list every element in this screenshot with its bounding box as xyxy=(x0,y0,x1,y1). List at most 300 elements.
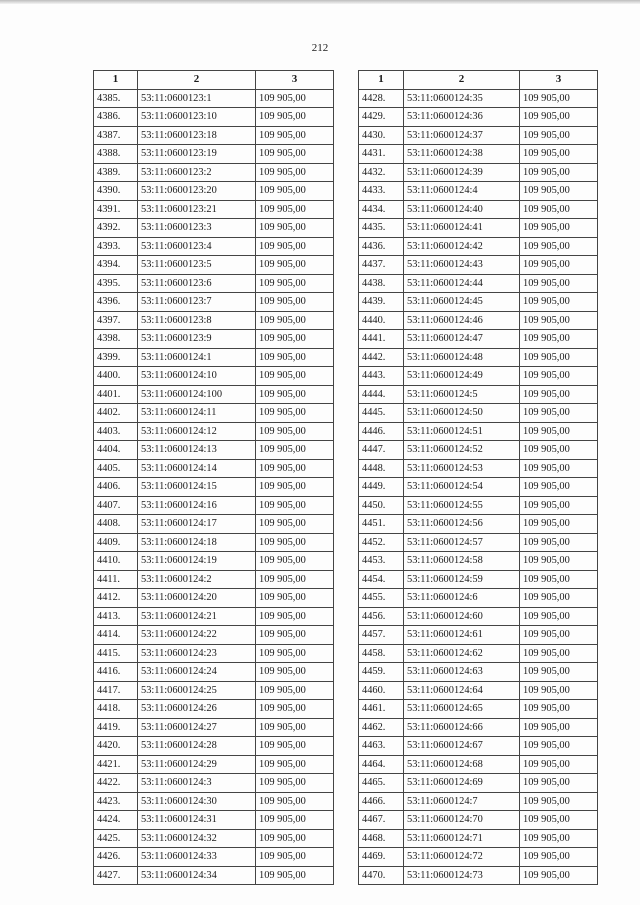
left-table xyxy=(93,70,334,885)
table-row xyxy=(359,866,598,885)
row-number: 4394. xyxy=(94,256,138,275)
cadastral-number: 53:11:0600124:49 xyxy=(404,367,520,386)
cost-value: 109 905,00 xyxy=(256,829,334,848)
cadastral-number: 53:11:0600124:2 xyxy=(138,570,256,589)
cost-value: 109 905,00 xyxy=(520,848,598,867)
cadastral-number: 53:11:0600124:31 xyxy=(138,811,256,830)
table-row xyxy=(359,219,598,238)
row-number: 4421. xyxy=(94,755,138,774)
table-row xyxy=(94,182,334,201)
table-row xyxy=(359,755,598,774)
row-number: 4408. xyxy=(94,515,138,534)
row-number: 4404. xyxy=(94,441,138,460)
cost-value: 109 905,00 xyxy=(256,256,334,275)
row-number: 4439. xyxy=(359,293,404,312)
row-number: 4401. xyxy=(94,385,138,404)
right-table xyxy=(358,70,598,885)
table-row xyxy=(359,552,598,571)
row-number: 4459. xyxy=(359,663,404,682)
row-number: 4427. xyxy=(94,866,138,885)
cadastral-number: 53:11:0600124:43 xyxy=(404,256,520,275)
table-row xyxy=(359,200,598,219)
cadastral-number: 53:11:0600124:16 xyxy=(138,496,256,515)
row-number: 4388. xyxy=(94,145,138,164)
cost-value: 109 905,00 xyxy=(256,108,334,127)
cadastral-number: 53:11:0600124:48 xyxy=(404,348,520,367)
cost-value: 109 905,00 xyxy=(256,126,334,145)
table-row xyxy=(94,552,334,571)
header-row xyxy=(359,71,598,90)
cadastral-number: 53:11:0600124:26 xyxy=(138,700,256,719)
cost-value: 109 905,00 xyxy=(520,866,598,885)
cadastral-number: 53:11:0600124:56 xyxy=(404,515,520,534)
cost-value: 109 905,00 xyxy=(520,774,598,793)
row-number: 4417. xyxy=(94,681,138,700)
table-row xyxy=(94,681,334,700)
table-row xyxy=(359,108,598,127)
row-number: 4428. xyxy=(359,89,404,108)
row-number: 4398. xyxy=(94,330,138,349)
cadastral-number: 53:11:0600124:18 xyxy=(138,533,256,552)
row-number: 4386. xyxy=(94,108,138,127)
cadastral-number: 53:11:0600124:71 xyxy=(404,829,520,848)
cost-value: 109 905,00 xyxy=(256,145,334,164)
row-number: 4463. xyxy=(359,737,404,756)
table-row xyxy=(94,348,334,367)
table-row xyxy=(359,792,598,811)
row-number: 4414. xyxy=(94,626,138,645)
row-number: 4452. xyxy=(359,533,404,552)
table-row xyxy=(94,737,334,756)
table-row xyxy=(94,533,334,552)
row-number: 4433. xyxy=(359,182,404,201)
cadastral-number: 53:11:0600124:6 xyxy=(404,589,520,608)
row-number: 4407. xyxy=(94,496,138,515)
cadastral-number: 53:11:0600124:3 xyxy=(138,774,256,793)
table-row xyxy=(359,163,598,182)
cost-value: 109 905,00 xyxy=(256,89,334,108)
cadastral-number: 53:11:0600124:32 xyxy=(138,829,256,848)
table-row xyxy=(94,459,334,478)
header-row xyxy=(94,71,334,90)
cadastral-number: 53:11:0600124:25 xyxy=(138,681,256,700)
cadastral-number: 53:11:0600124:37 xyxy=(404,126,520,145)
cadastral-number: 53:11:0600124:11 xyxy=(138,404,256,423)
row-number: 4412. xyxy=(94,589,138,608)
table-row xyxy=(359,182,598,201)
table-row xyxy=(94,755,334,774)
row-number: 4430. xyxy=(359,126,404,145)
cost-value: 109 905,00 xyxy=(520,681,598,700)
cadastral-number: 53:11:0600124:41 xyxy=(404,219,520,238)
row-number: 4390. xyxy=(94,182,138,201)
table-row xyxy=(94,607,334,626)
cost-value: 109 905,00 xyxy=(256,385,334,404)
cadastral-number: 53:11:0600124:23 xyxy=(138,644,256,663)
cadastral-number: 53:11:0600124:20 xyxy=(138,589,256,608)
cadastral-number: 53:11:0600124:54 xyxy=(404,478,520,497)
cost-value: 109 905,00 xyxy=(256,866,334,885)
table-row xyxy=(94,219,334,238)
row-number: 4411. xyxy=(94,570,138,589)
row-number: 4455. xyxy=(359,589,404,608)
table-row xyxy=(359,848,598,867)
table-row xyxy=(94,700,334,719)
row-number: 4423. xyxy=(94,792,138,811)
cost-value: 109 905,00 xyxy=(520,293,598,312)
cost-value: 109 905,00 xyxy=(256,737,334,756)
table-row xyxy=(94,774,334,793)
cost-value: 109 905,00 xyxy=(256,200,334,219)
cadastral-number: 53:11:0600124:27 xyxy=(138,718,256,737)
row-number: 4453. xyxy=(359,552,404,571)
table-row xyxy=(359,644,598,663)
cost-value: 109 905,00 xyxy=(520,515,598,534)
table-row xyxy=(359,533,598,552)
cost-value: 109 905,00 xyxy=(520,237,598,256)
table-row xyxy=(94,866,334,885)
row-number: 4391. xyxy=(94,200,138,219)
cadastral-number: 53:11:0600124:15 xyxy=(138,478,256,497)
cost-value: 109 905,00 xyxy=(256,330,334,349)
table-row xyxy=(94,367,334,386)
cadastral-number: 53:11:0600124:12 xyxy=(138,422,256,441)
table-row xyxy=(359,441,598,460)
row-number: 4395. xyxy=(94,274,138,293)
cost-value: 109 905,00 xyxy=(520,533,598,552)
row-number: 4429. xyxy=(359,108,404,127)
cadastral-number: 53:11:0600124:1 xyxy=(138,348,256,367)
cost-value: 109 905,00 xyxy=(520,478,598,497)
cost-value: 109 905,00 xyxy=(256,607,334,626)
row-number: 4451. xyxy=(359,515,404,534)
cadastral-number: 53:11:0600123:18 xyxy=(138,126,256,145)
cost-value: 109 905,00 xyxy=(520,718,598,737)
row-number: 4434. xyxy=(359,200,404,219)
cadastral-number: 53:11:0600124:50 xyxy=(404,404,520,423)
table-row xyxy=(94,163,334,182)
cadastral-number: 53:11:0600124:19 xyxy=(138,552,256,571)
cadastral-number: 53:11:0600124:58 xyxy=(404,552,520,571)
cadastral-number: 53:11:0600124:70 xyxy=(404,811,520,830)
cadastral-number: 53:11:0600123:5 xyxy=(138,256,256,275)
table-row xyxy=(94,311,334,330)
cost-value: 109 905,00 xyxy=(520,108,598,127)
cost-value: 109 905,00 xyxy=(256,459,334,478)
cadastral-number: 53:11:0600124:51 xyxy=(404,422,520,441)
row-number: 4432. xyxy=(359,163,404,182)
row-number: 4449. xyxy=(359,478,404,497)
row-number: 4418. xyxy=(94,700,138,719)
cadastral-number: 53:11:0600124:59 xyxy=(404,570,520,589)
table-row xyxy=(359,774,598,793)
table-row xyxy=(94,200,334,219)
cost-value: 109 905,00 xyxy=(256,478,334,497)
cost-value: 109 905,00 xyxy=(256,348,334,367)
cadastral-number: 53:11:0600124:7 xyxy=(404,792,520,811)
cadastral-number: 53:11:0600124:47 xyxy=(404,330,520,349)
table-row xyxy=(94,293,334,312)
cost-value: 109 905,00 xyxy=(256,163,334,182)
cadastral-number: 53:11:0600124:68 xyxy=(404,755,520,774)
table-row xyxy=(94,89,334,108)
cost-value: 109 905,00 xyxy=(520,663,598,682)
cadastral-number: 53:11:0600123:19 xyxy=(138,145,256,164)
row-number: 4458. xyxy=(359,644,404,663)
cost-value: 109 905,00 xyxy=(520,496,598,515)
cost-value: 109 905,00 xyxy=(256,848,334,867)
cost-value: 109 905,00 xyxy=(256,404,334,423)
row-number: 4438. xyxy=(359,274,404,293)
cost-value: 109 905,00 xyxy=(256,293,334,312)
cost-value: 109 905,00 xyxy=(256,774,334,793)
row-number: 4448. xyxy=(359,459,404,478)
row-number: 4419. xyxy=(94,718,138,737)
right-table-header xyxy=(359,71,598,90)
cadastral-number: 53:11:0600124:65 xyxy=(404,700,520,719)
cadastral-number: 53:11:0600123:20 xyxy=(138,182,256,201)
cost-value: 109 905,00 xyxy=(256,570,334,589)
cost-value: 109 905,00 xyxy=(520,330,598,349)
right-table-body xyxy=(359,89,598,885)
table-row xyxy=(359,478,598,497)
row-number: 4470. xyxy=(359,866,404,885)
cost-value: 109 905,00 xyxy=(520,126,598,145)
cadastral-number: 53:11:0600123:2 xyxy=(138,163,256,182)
cadastral-number: 53:11:0600124:45 xyxy=(404,293,520,312)
header-col-1: 1 xyxy=(94,71,138,90)
cost-value: 109 905,00 xyxy=(520,367,598,386)
row-number: 4468. xyxy=(359,829,404,848)
row-number: 4431. xyxy=(359,145,404,164)
cadastral-number: 53:11:0600124:52 xyxy=(404,441,520,460)
cadastral-number: 53:11:0600124:10 xyxy=(138,367,256,386)
cadastral-number: 53:11:0600123:4 xyxy=(138,237,256,256)
page-number: 212 xyxy=(311,42,329,54)
cadastral-number: 53:11:0600124:42 xyxy=(404,237,520,256)
row-number: 4413. xyxy=(94,607,138,626)
cadastral-number: 53:11:0600124:72 xyxy=(404,848,520,867)
table-row xyxy=(359,126,598,145)
cost-value: 109 905,00 xyxy=(256,792,334,811)
cost-value: 109 905,00 xyxy=(520,589,598,608)
table-row xyxy=(94,404,334,423)
row-number: 4440. xyxy=(359,311,404,330)
row-number: 4393. xyxy=(94,237,138,256)
cadastral-number: 53:11:0600124:34 xyxy=(138,866,256,885)
cost-value: 109 905,00 xyxy=(520,404,598,423)
table-row xyxy=(94,829,334,848)
table-row xyxy=(359,700,598,719)
row-number: 4446. xyxy=(359,422,404,441)
row-number: 4461. xyxy=(359,700,404,719)
table-row xyxy=(359,422,598,441)
cost-value: 109 905,00 xyxy=(256,644,334,663)
cadastral-number: 53:11:0600123:1 xyxy=(138,89,256,108)
cost-value: 109 905,00 xyxy=(520,644,598,663)
cost-value: 109 905,00 xyxy=(256,700,334,719)
table-row xyxy=(94,126,334,145)
cadastral-number: 53:11:0600124:14 xyxy=(138,459,256,478)
row-number: 4454. xyxy=(359,570,404,589)
cost-value: 109 905,00 xyxy=(520,163,598,182)
row-number: 4397. xyxy=(94,311,138,330)
cadastral-number: 53:11:0600124:39 xyxy=(404,163,520,182)
table-row xyxy=(359,311,598,330)
cadastral-number: 53:11:0600124:60 xyxy=(404,607,520,626)
cost-value: 109 905,00 xyxy=(256,422,334,441)
row-number: 4396. xyxy=(94,293,138,312)
table-row xyxy=(94,496,334,515)
cadastral-number: 53:11:0600124:4 xyxy=(404,182,520,201)
cost-value: 109 905,00 xyxy=(256,182,334,201)
table-row xyxy=(359,589,598,608)
cost-value: 109 905,00 xyxy=(520,829,598,848)
cadastral-number: 53:11:0600124:36 xyxy=(404,108,520,127)
row-number: 4409. xyxy=(94,533,138,552)
cadastral-number: 53:11:0600124:46 xyxy=(404,311,520,330)
cadastral-number: 53:11:0600124:35 xyxy=(404,89,520,108)
row-number: 4426. xyxy=(94,848,138,867)
cost-value: 109 905,00 xyxy=(256,311,334,330)
row-number: 4436. xyxy=(359,237,404,256)
row-number: 4466. xyxy=(359,792,404,811)
cadastral-number: 53:11:0600123:10 xyxy=(138,108,256,127)
cadastral-number: 53:11:0600123:9 xyxy=(138,330,256,349)
cadastral-number: 53:11:0600124:44 xyxy=(404,274,520,293)
cadastral-number: 53:11:0600124:64 xyxy=(404,681,520,700)
table-row xyxy=(359,330,598,349)
table-row xyxy=(94,478,334,497)
header-col-3: 3 xyxy=(256,71,334,90)
row-number: 4435. xyxy=(359,219,404,238)
table-row xyxy=(94,441,334,460)
table-row xyxy=(94,663,334,682)
row-number: 4403. xyxy=(94,422,138,441)
table-row xyxy=(359,145,598,164)
cadastral-number: 53:11:0600124:17 xyxy=(138,515,256,534)
row-number: 4441. xyxy=(359,330,404,349)
row-number: 4469. xyxy=(359,848,404,867)
row-number: 4415. xyxy=(94,644,138,663)
cost-value: 109 905,00 xyxy=(256,589,334,608)
row-number: 4450. xyxy=(359,496,404,515)
cost-value: 109 905,00 xyxy=(520,792,598,811)
table-row xyxy=(359,663,598,682)
table-row xyxy=(359,256,598,275)
row-number: 4406. xyxy=(94,478,138,497)
cadastral-number: 53:11:0600124:63 xyxy=(404,663,520,682)
cost-value: 109 905,00 xyxy=(256,681,334,700)
cadastral-number: 53:11:0600124:13 xyxy=(138,441,256,460)
cost-value: 109 905,00 xyxy=(256,811,334,830)
table-row xyxy=(359,385,598,404)
cost-value: 109 905,00 xyxy=(520,422,598,441)
row-number: 4420. xyxy=(94,737,138,756)
row-number: 4416. xyxy=(94,663,138,682)
table-row xyxy=(94,848,334,867)
cost-value: 109 905,00 xyxy=(520,552,598,571)
cost-value: 109 905,00 xyxy=(520,89,598,108)
cadastral-number: 53:11:0600124:21 xyxy=(138,607,256,626)
cadastral-number: 53:11:0600124:67 xyxy=(404,737,520,756)
cadastral-number: 53:11:0600124:38 xyxy=(404,145,520,164)
cadastral-number: 53:11:0600124:33 xyxy=(138,848,256,867)
row-number: 4424. xyxy=(94,811,138,830)
row-number: 4410. xyxy=(94,552,138,571)
row-number: 4444. xyxy=(359,385,404,404)
row-number: 4460. xyxy=(359,681,404,700)
cadastral-number: 53:11:0600124:5 xyxy=(404,385,520,404)
scan-edge xyxy=(0,0,640,4)
cadastral-number: 53:11:0600123:3 xyxy=(138,219,256,238)
table-row xyxy=(94,792,334,811)
cost-value: 109 905,00 xyxy=(256,441,334,460)
row-number: 4445. xyxy=(359,404,404,423)
table-row xyxy=(94,570,334,589)
cost-value: 109 905,00 xyxy=(256,367,334,386)
cost-value: 109 905,00 xyxy=(520,607,598,626)
table-row xyxy=(94,108,334,127)
row-number: 4392. xyxy=(94,219,138,238)
cost-value: 109 905,00 xyxy=(520,274,598,293)
row-number: 4457. xyxy=(359,626,404,645)
cadastral-number: 53:11:0600124:100 xyxy=(138,385,256,404)
table-row xyxy=(359,367,598,386)
table-row xyxy=(94,274,334,293)
table-row xyxy=(359,626,598,645)
cost-value: 109 905,00 xyxy=(256,219,334,238)
cost-value: 109 905,00 xyxy=(520,182,598,201)
cost-value: 109 905,00 xyxy=(520,348,598,367)
header-col-3: 3 xyxy=(520,71,598,90)
cost-value: 109 905,00 xyxy=(256,237,334,256)
table-row xyxy=(359,89,598,108)
row-number: 4465. xyxy=(359,774,404,793)
row-number: 4422. xyxy=(94,774,138,793)
cadastral-number: 53:11:0600124:69 xyxy=(404,774,520,793)
cost-value: 109 905,00 xyxy=(256,626,334,645)
cost-value: 109 905,00 xyxy=(520,441,598,460)
cadastral-number: 53:11:0600124:61 xyxy=(404,626,520,645)
cadastral-number: 53:11:0600124:22 xyxy=(138,626,256,645)
table-row xyxy=(94,811,334,830)
table-row xyxy=(94,626,334,645)
cost-value: 109 905,00 xyxy=(520,256,598,275)
row-number: 4464. xyxy=(359,755,404,774)
table-row xyxy=(359,459,598,478)
table-row xyxy=(94,589,334,608)
cadastral-number: 53:11:0600123:8 xyxy=(138,311,256,330)
cadastral-number: 53:11:0600124:55 xyxy=(404,496,520,515)
cost-value: 109 905,00 xyxy=(256,274,334,293)
table-row xyxy=(359,570,598,589)
table-row xyxy=(94,237,334,256)
row-number: 4447. xyxy=(359,441,404,460)
row-number: 4385. xyxy=(94,89,138,108)
cadastral-number: 53:11:0600124:30 xyxy=(138,792,256,811)
table-row xyxy=(359,515,598,534)
table-row xyxy=(359,404,598,423)
cadastral-number: 53:11:0600123:7 xyxy=(138,293,256,312)
row-number: 4425. xyxy=(94,829,138,848)
cost-value: 109 905,00 xyxy=(256,663,334,682)
table-row xyxy=(359,737,598,756)
cost-value: 109 905,00 xyxy=(520,145,598,164)
row-number: 4467. xyxy=(359,811,404,830)
cadastral-number: 53:11:0600124:66 xyxy=(404,718,520,737)
cost-value: 109 905,00 xyxy=(520,219,598,238)
